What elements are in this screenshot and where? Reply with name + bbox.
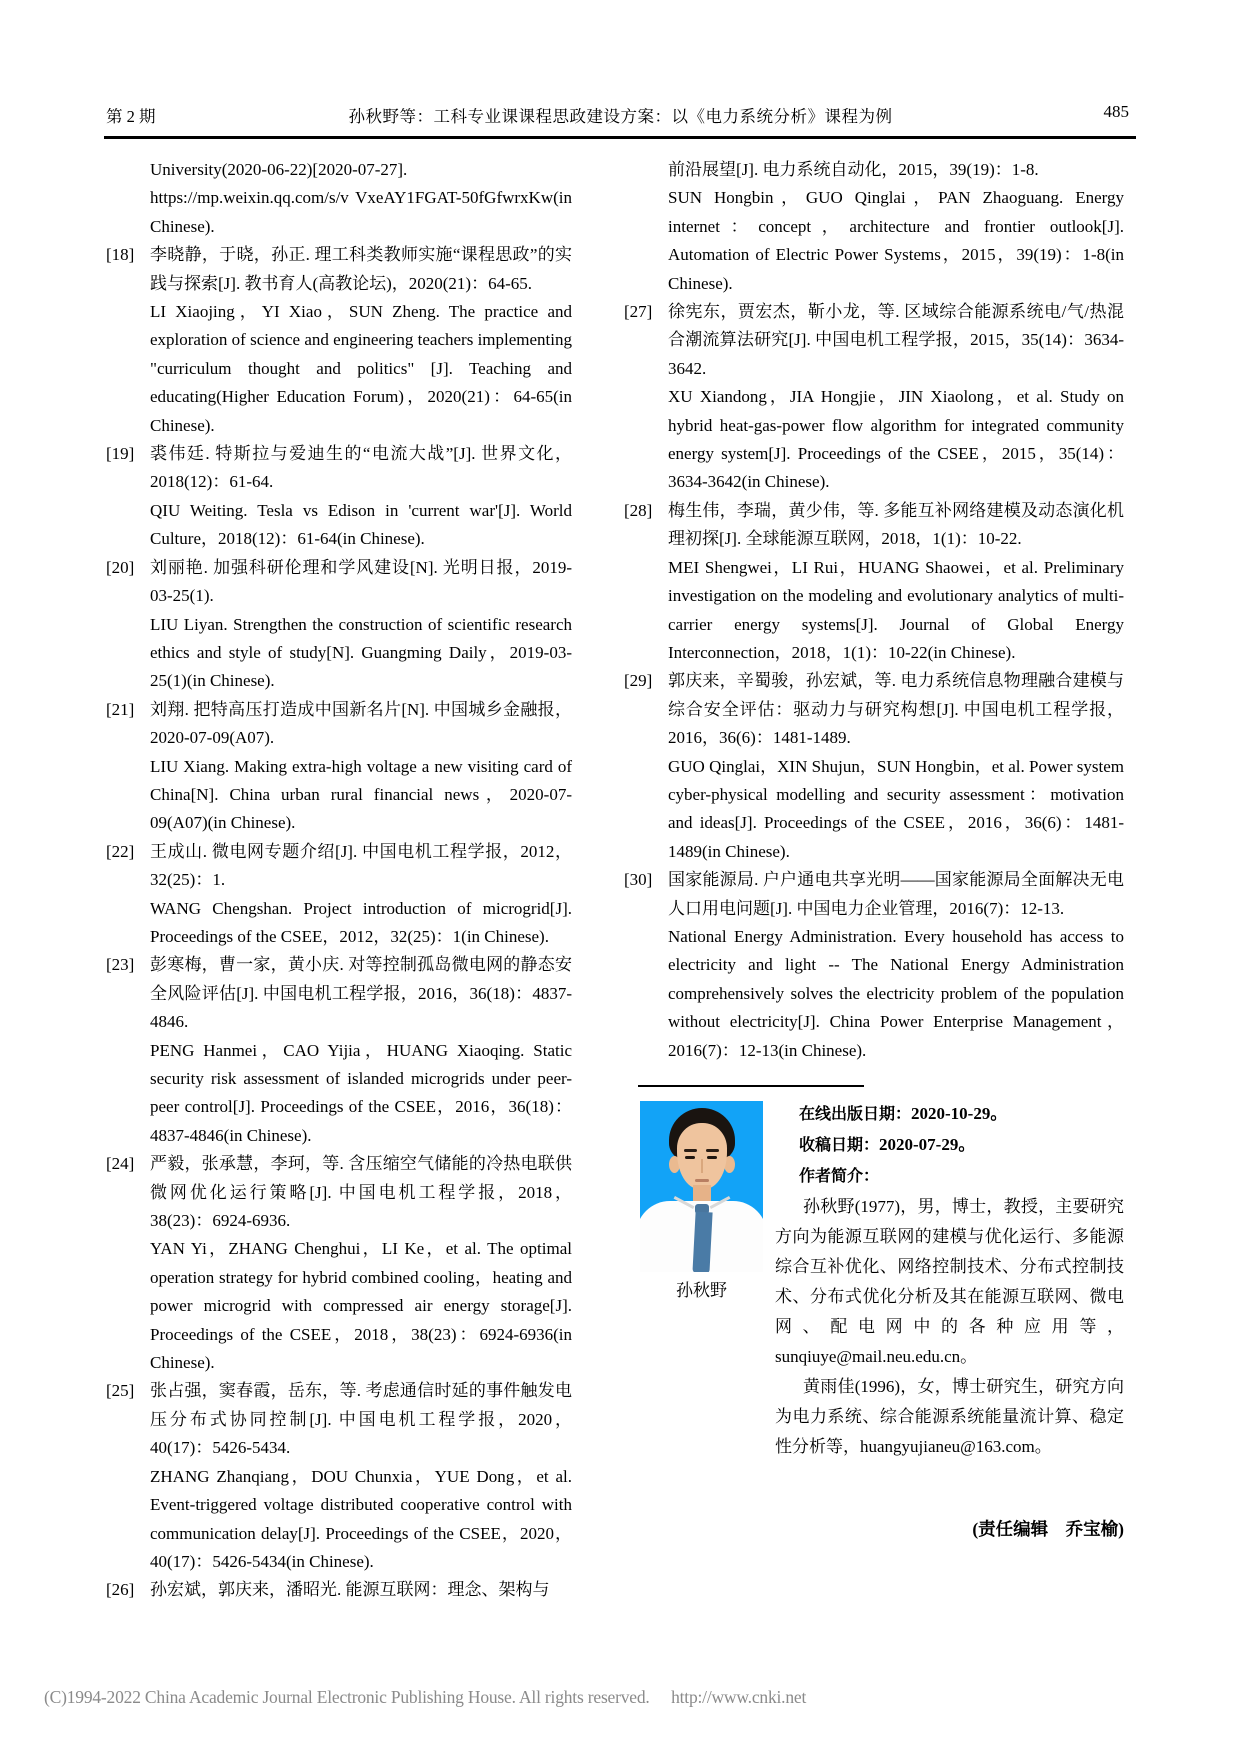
portrait-eye [685, 1156, 695, 1159]
portrait-tie [692, 1212, 712, 1272]
reference-en-text: MEI Shengwei，LI Rui，HUANG Shaowei，et al. Preliminary investigation on the modeling and evolutionary analytics of multi-carrier energy systems[J]. Journal of Global Energy Interconnection，2018，1(1)：10-22(in Chinese). [668, 557, 1124, 662]
reference-item-22 [106, 838, 572, 952]
reference-item-26-continued [624, 156, 1124, 298]
author-section-rule [638, 1085, 864, 1087]
reference-zh-text: 李晓静，于晓，孙正. 理工科类教师实施“课程思政”的实践与探索[J]. 教书育人(高教论坛)，2020(21)：64-65. [150, 245, 572, 293]
reference-zh-text: 前沿展望[J]. 电力系统自动化，2015，39(19)：1-8. [668, 160, 1039, 179]
author2-biography: 黄雨佳(1996)，女，博士研究生，研究方向为电力系统、综合能源系统能量流计算、稳定性分析等，huangyujianeu@163.com。 [775, 1377, 1124, 1456]
received-date-label: 收稿日期： [799, 1137, 880, 1154]
reference-zh-text: 王成山. 微电网专题介绍[J]. 中国电机工程学报，2012，32(25)：1. [150, 841, 572, 890]
author-section [624, 1099, 1124, 1507]
reference-zh-text: 刘丽艳. 加强科研伦理和学风建设[N]. 光明日报，2019-03-25(1). [150, 557, 572, 606]
issue-number: 第 2 期 [106, 107, 156, 126]
reference-item-23 [106, 951, 572, 1150]
header-rule [104, 136, 1136, 139]
author-photo-caption: 孙秋野 [676, 1281, 727, 1300]
author1-biography: 孙秋野(1977)，男，博士，教授，主要研究方向为能源互联网的建模与优化运行、多能源综合互补优化、网络控制技术、分布式控制技术、分布式优化分析及其在能源互联网、微电网、配电网中的各种应用等，sunqiuye@mail.neu.edu.cn。 [775, 1197, 1124, 1366]
reference-en-text: WANG Chengshan. Project introduction of microgrid[J]. Proceedings of the CSEE，2012，32(25)：1(in Chinese). [150, 898, 572, 946]
online-publish-date-line [775, 1099, 1124, 1130]
reference-id: [26] [106, 1580, 135, 1600]
reference-id: [30] [624, 870, 653, 890]
reference-zh-text: 郭庆来，辛蜀骏，孙宏斌，等. 电力系统信息物理融合建模与综合安全评估：驱动力与研究构想[J]. 中国电机工程学报，2016，36(6)：1481-1489. [668, 671, 1124, 748]
reference-id: [19] [106, 444, 135, 464]
portrait-eye [707, 1156, 717, 1159]
reference-item-30 [624, 866, 1124, 1065]
reference-item-21 [106, 696, 572, 838]
reference-item-27 [624, 298, 1124, 497]
reference-carryover [106, 156, 572, 241]
reference-en-text: National Energy Administration. Every household has access to electricity and light -- The National Energy Administration comprehensively solves the electricity problem of the population without electricity[J]. China Power Enterprise Management，2016(7)：12-13(in Chinese). [668, 926, 1124, 1060]
reference-item-29 [624, 667, 1124, 866]
reference-zh-text: 国家能源局. 户户通电共享光明——国家能源局全面解决无电人口用电问题[J]. 中国电力企业管理，2016(7)：12-13. [668, 870, 1124, 918]
reference-id: [27] [624, 302, 653, 322]
reference-en-text: PENG Hanmei，CAO Yijia，HUANG Xiaoqing. Static security risk assessment of islanded microgrids under peer-peer control[J]. Proceedings of the CSEE，2016，36(18)：4837-4846(in Chinese). [150, 1040, 572, 1145]
portrait-eyebrow [684, 1149, 697, 1152]
reference-en-text: LIU Liyan. Strengthen the construction of scientific research ethics and style of study[N]. Guangming Daily，2019-03-25(1)(in Chinese). [150, 614, 572, 691]
reference-en-text: LIU Xiang. Making extra-high voltage a new visiting card of China[N]. China urban rural financial news，2020-07-09(A07)(in Chinese). [150, 756, 572, 833]
reference-id: [29] [624, 671, 653, 691]
online-publish-date-value: 2020-10-29。 [911, 1104, 1008, 1123]
reference-en-text: QIU Weiting. Tesla vs Edison in 'current war'[J]. World Culture，2018(12)：61-64(in Chinese). [150, 500, 572, 549]
reference-id: [23] [106, 955, 135, 975]
running-title: 孙秋野等：工科专业课课程思政建设方案：以《电力系统分析》课程为例 [348, 107, 893, 126]
portrait-mouth [695, 1179, 709, 1182]
reference-zh-text: 梅生伟，李瑞，黄少伟，等. 多能互补网络建模及动态演化机理初探[J]. 全球能源互联网，2018，1(1)：10-22. [668, 500, 1124, 549]
author-photo [640, 1101, 763, 1272]
author-intro-label: 作者简介： [799, 1168, 880, 1185]
reference-id: [22] [106, 841, 135, 861]
reference-zh-text: 裘伟廷. 特斯拉与爱迪生的“电流大战”[J]. 世界文化，2018(12)：61-64. [150, 444, 572, 492]
reference-id: [20] [106, 557, 135, 577]
reference-en-text: SUN Hongbin，GUO Qinglai，PAN Zhaoguang. Energy internet：concept，architecture and frontier outlook[J]. Automation of Electric Power Systems，2015，39(19)：1-8(in Chinese). [668, 188, 1124, 293]
reference-en-text: LI Xiaojing，YI Xiao，SUN Zheng. The practice and exploration of science and engineering teachers implementing "curriculum thought and politics" [J]. Teaching and educating(Higher Education Forum)，2020(21)：64-65(in Chinese). [150, 302, 573, 435]
reference-id: [25] [106, 1381, 135, 1401]
reference-id: [18] [106, 245, 135, 265]
reference-en-text: GUO Qinglai，XIN Shujun，SUN Hongbin，et al. Power system cyber-physical modelling and security assessment：motivation and ideas[J]. Proceedings of the CSEE，2016，36(6)：1481-1489(in Chinese). [668, 756, 1124, 861]
online-publish-date-label: 在线出版日期： [799, 1106, 912, 1123]
received-date-value: 2020-07-29。 [879, 1135, 976, 1154]
received-date-line [775, 1130, 1124, 1161]
reference-item-26-start [106, 1576, 572, 1604]
reference-item-20 [106, 554, 572, 696]
page-number: 485 [1103, 102, 1129, 121]
author-intro-label-line [775, 1161, 1124, 1192]
reference-id: [21] [106, 699, 135, 719]
reference-id: [28] [624, 500, 653, 520]
reference-en-text: University(2020-06-22)[2020-07-27]. https://mp.weixin.qq.com/s/v VxeAY1FGAT-50fGfwrxKw(in Chinese). [150, 160, 572, 236]
reference-zh-text: 严毅，张承慧，李珂，等. 含压缩空气储能的冷热电联供微网优化运行策略[J]. 中国电机工程学报，2018，38(23)：6924-6936. [150, 1154, 572, 1231]
reference-zh-text: 刘翔. 把特高压打造成中国新名片[N]. 中国城乡金融报，2020-07-09(A07). [150, 699, 572, 748]
reference-item-18 [106, 241, 572, 440]
reference-zh-text: 徐宪东，贾宏杰，靳小龙，等. 区域综合能源系统电/气/热混合潮流算法研究[J]. 中国电机工程学报，2015，35(14)：3634-3642. [668, 302, 1124, 378]
reference-en-text: ZHANG Zhanqiang，DOU Chunxia，YUE Dong，et al. Event-triggered voltage distributed cooperative control with communication delay[J]. Proceedings of the CSEE，2020，40(17)：5426-5434(in Chinese). [150, 1466, 572, 1571]
reference-id: [24] [106, 1154, 135, 1174]
reference-item-24 [106, 1150, 572, 1377]
responsible-editor-note: (责任编辑 乔宝榆) [972, 1519, 1124, 1539]
reference-item-19 [106, 440, 572, 554]
reference-en-text: YAN Yi，ZHANG Chenghui，LI Ke，et al. The optimal operation strategy for hybrid combined cooling，heating and power microgrid with compressed air energy storage[J]. Proceedings of the CSEE，2018，38(23)：6924-6936(in Chinese). [150, 1239, 572, 1373]
references-column-right [624, 156, 1124, 1543]
reference-en-text: XU Xiandong，JIA Hongjie，JIN Xiaolong，et al. Study on hybrid heat-gas-power flow algorithm for integrated community energy system[J]. Proceedings of the CSEE，2015，35(14)：3634-3642(in Chinese). [668, 387, 1124, 492]
reference-zh-text: 孙宏斌，郭庆来，潘昭光. 能源互联网：理念、架构与 [150, 1580, 550, 1600]
portrait-eyebrow [706, 1149, 719, 1152]
references-column-left [106, 156, 572, 1605]
reference-item-25 [106, 1377, 572, 1576]
author-bio-text [775, 1099, 1124, 1462]
reference-item-28 [624, 497, 1124, 667]
copyright-footer: (C)1994-2022 China Academic Journal Electronic Publishing House. All rights reserved. http://www.cnki.net [44, 1687, 807, 1707]
reference-zh-text: 张占强，窦春霞，岳东，等. 考虑通信时延的事件触发电压分布式协同控制[J]. 中国电机工程学报，2020，40(17)：5426-5434. [150, 1381, 572, 1458]
reference-zh-text: 彭寒梅，曹一家，黄小庆. 对等控制孤岛微电网的静态安全风险评估[J]. 中国电机工程学报，2016，36(18)：4837-4846. [150, 955, 572, 1032]
portrait-nose [701, 1159, 703, 1173]
